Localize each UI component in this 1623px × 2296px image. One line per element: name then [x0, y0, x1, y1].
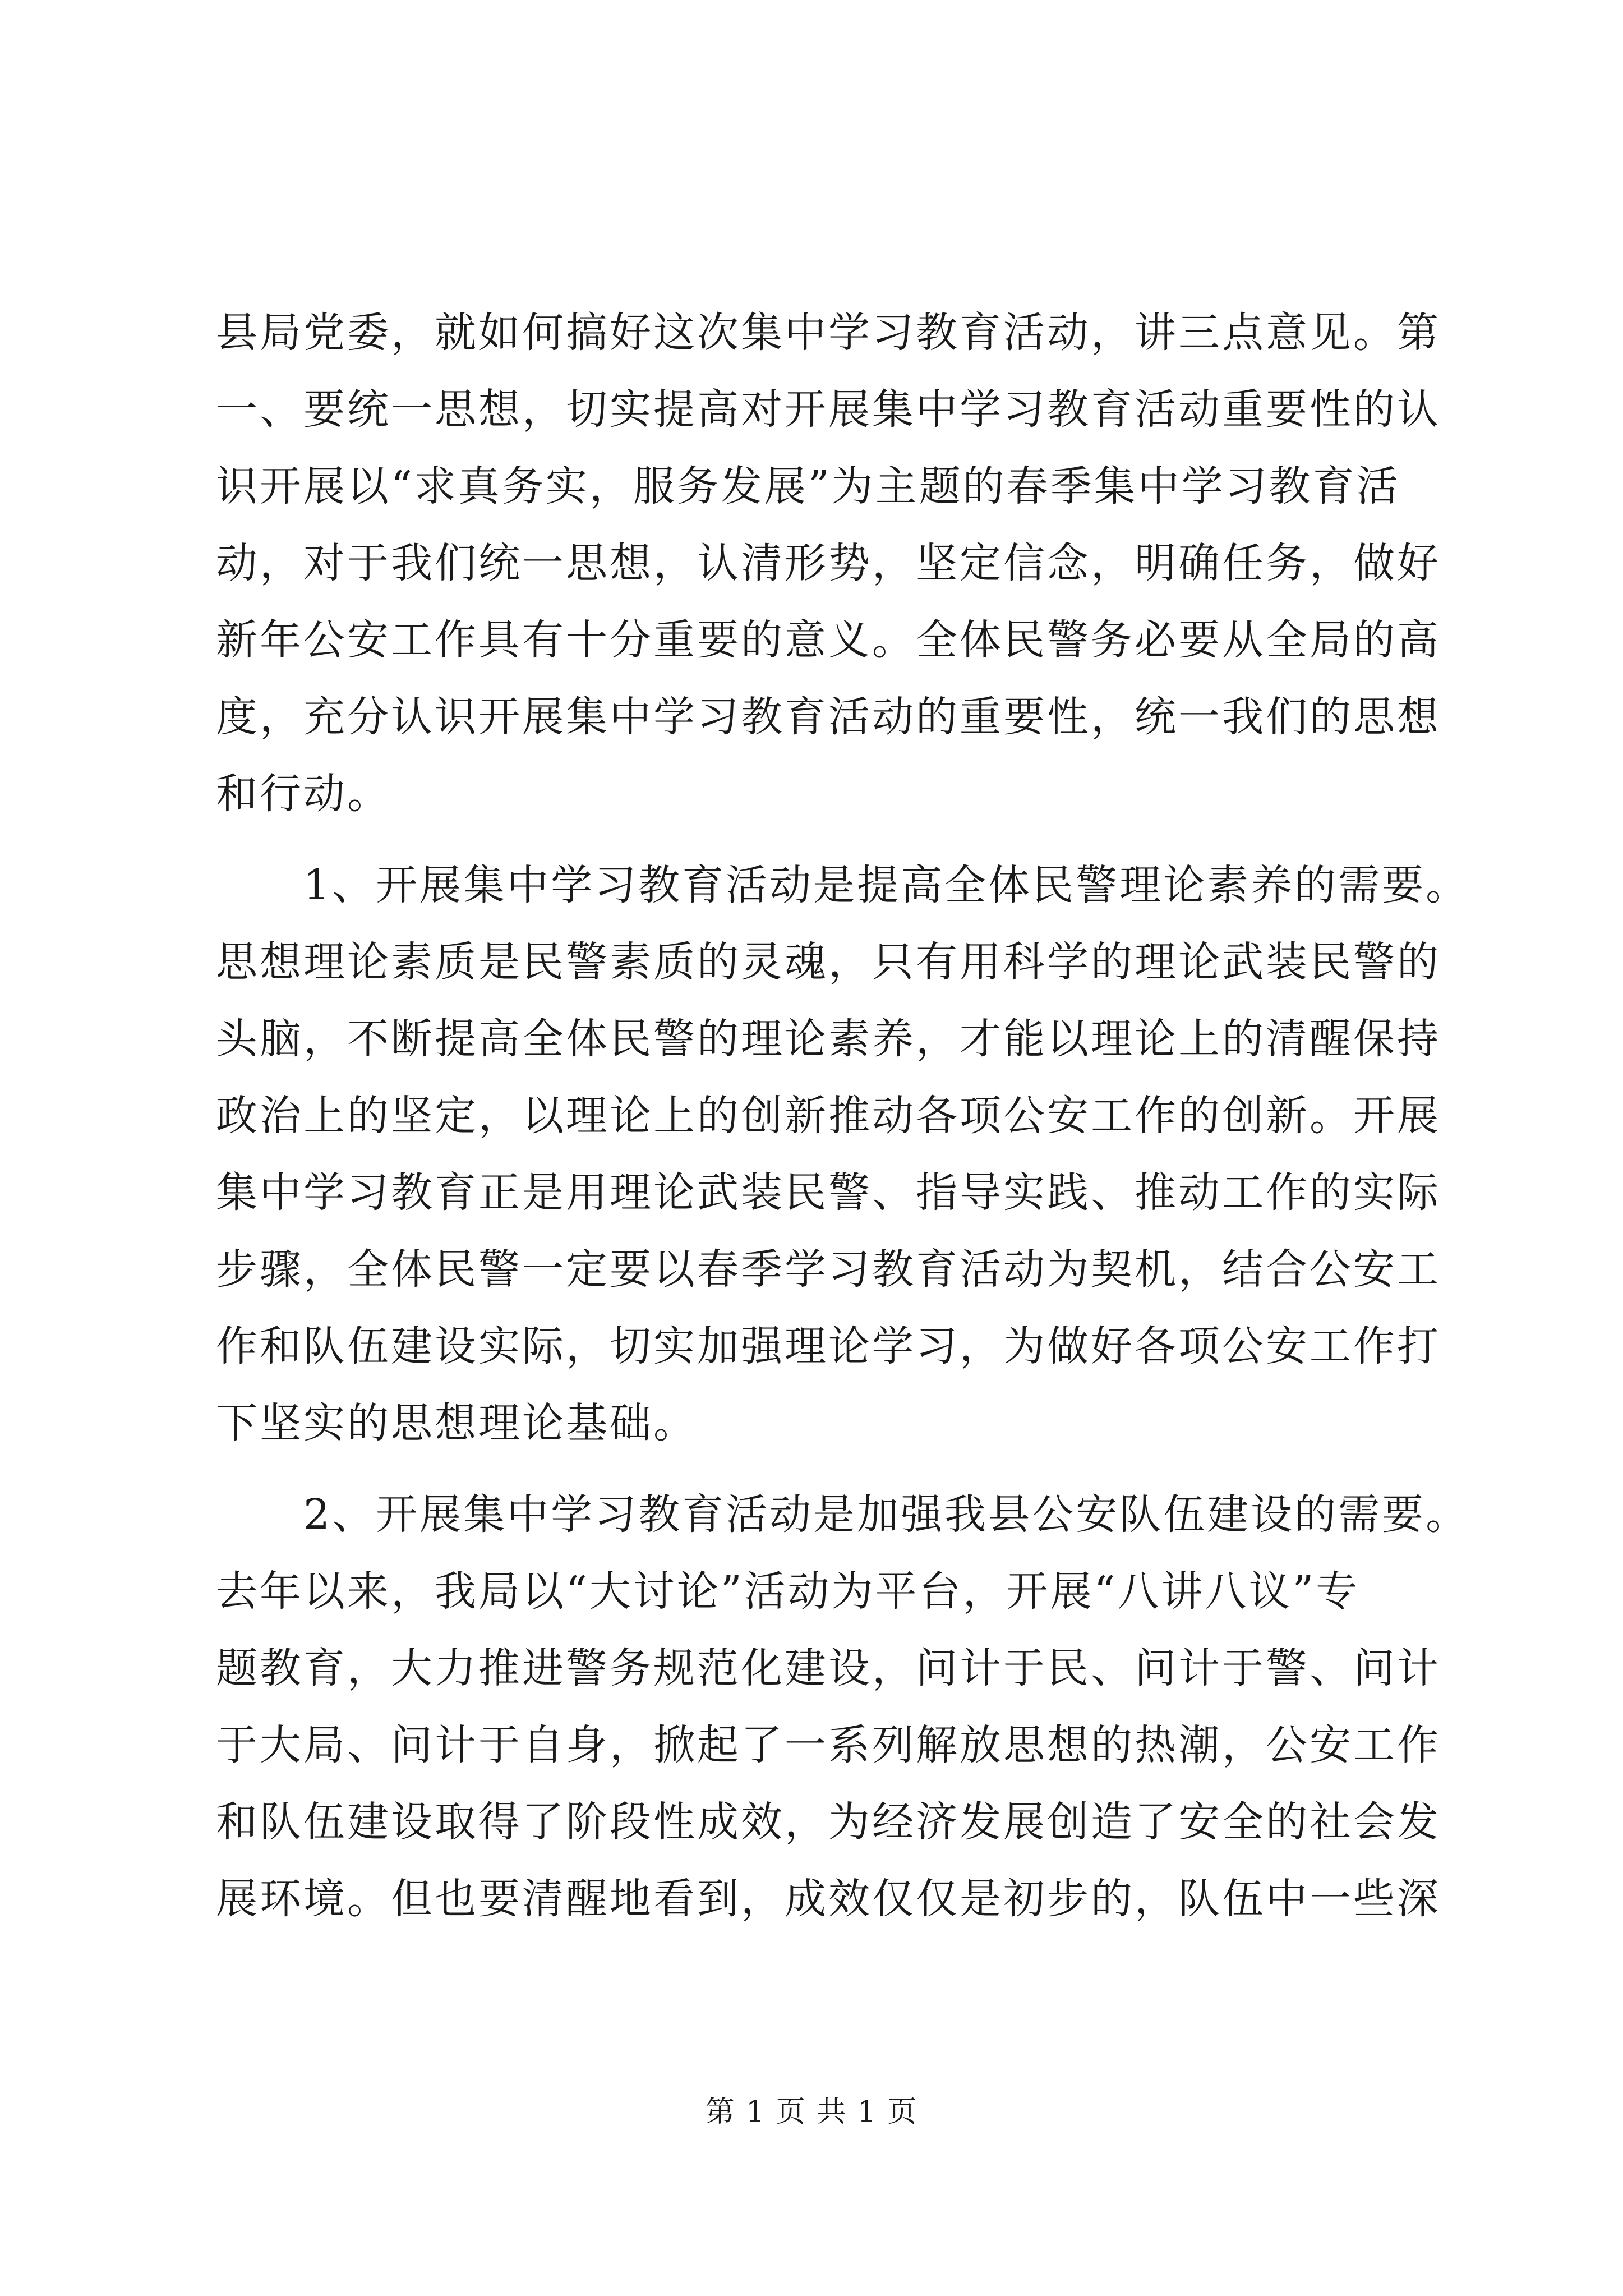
text-line: 新年公安工作具有十分重要的意义。全体民警务必要从全局的高 — [216, 616, 1441, 664]
text-line: 动，对于我们统一思想，认清形势，坚定信念，明确任务，做好 — [216, 539, 1441, 587]
text-line: 头脑，不断提高全体民警的理论素养，才能以理论上的清醒保持 — [216, 1015, 1441, 1063]
text-line: 思想理论素质是民警素质的灵魂，只有用科学的理论武装民警的 — [216, 938, 1441, 986]
text-line: 一、要统一思想，切实提高对开展集中学习教育活动重要性的认 — [216, 385, 1441, 434]
text-line: 2、开展集中学习教育活动是加强我县公安队伍建设的需要。 — [216, 1490, 1470, 1539]
text-line: 于大局、问计于自身，掀起了一系列解放思想的热潮，公安工作 — [216, 1721, 1441, 1769]
text-line: 和行动。 — [216, 770, 391, 818]
paragraph-gap — [216, 1462, 1416, 1476]
text-line: 和队伍建设取得了阶段性成效，为经济发展创造了安全的社会发 — [216, 1798, 1441, 1846]
text-line: 作和队伍建设实际，切实加强理论学习，为做好各项公安工作打 — [216, 1322, 1441, 1370]
text-line: 政治上的坚定，以理论上的创新推动各项公安工作的创新。开展 — [216, 1092, 1441, 1140]
text-line: 县局党委，就如何搞好这次集中学习教育活动，讲三点意见。第 — [216, 309, 1441, 357]
text-line: 度，充分认识开展集中学习教育活动的重要性，统一我们的思想 — [216, 693, 1441, 741]
page-footer: 第 1 页 共 1 页 — [705, 2095, 918, 2129]
text-line: 识开展以“求真务实，服务发展”为主题的春季集中学习教育活 — [216, 462, 1400, 510]
text-line: 步骤，全体民警一定要以春季学习教育活动为契机，结合公安工 — [216, 1245, 1441, 1294]
text-line: 1、开展集中学习教育活动是提高全体民警理论素养的需要。 — [216, 861, 1470, 909]
text-line: 集中学习教育正是用理论武装民警、指导实践、推动工作的实际 — [216, 1168, 1441, 1217]
document-body — [216, 295, 1470, 1938]
text-line: 去年以来，我局以“大讨论”活动为平台，开展“八讲八议”专 — [216, 1567, 1360, 1616]
text-line: 题教育，大力推进警务规范化建设，问计于民、问计于警、问计 — [216, 1644, 1441, 1692]
text-line: 展环境。但也要清醒地看到，成效仅仅是初步的，队伍中一些深 — [216, 1875, 1441, 1923]
text-line: 下坚实的思想理论基础。 — [216, 1399, 697, 1447]
paragraph-gap — [216, 832, 1416, 847]
